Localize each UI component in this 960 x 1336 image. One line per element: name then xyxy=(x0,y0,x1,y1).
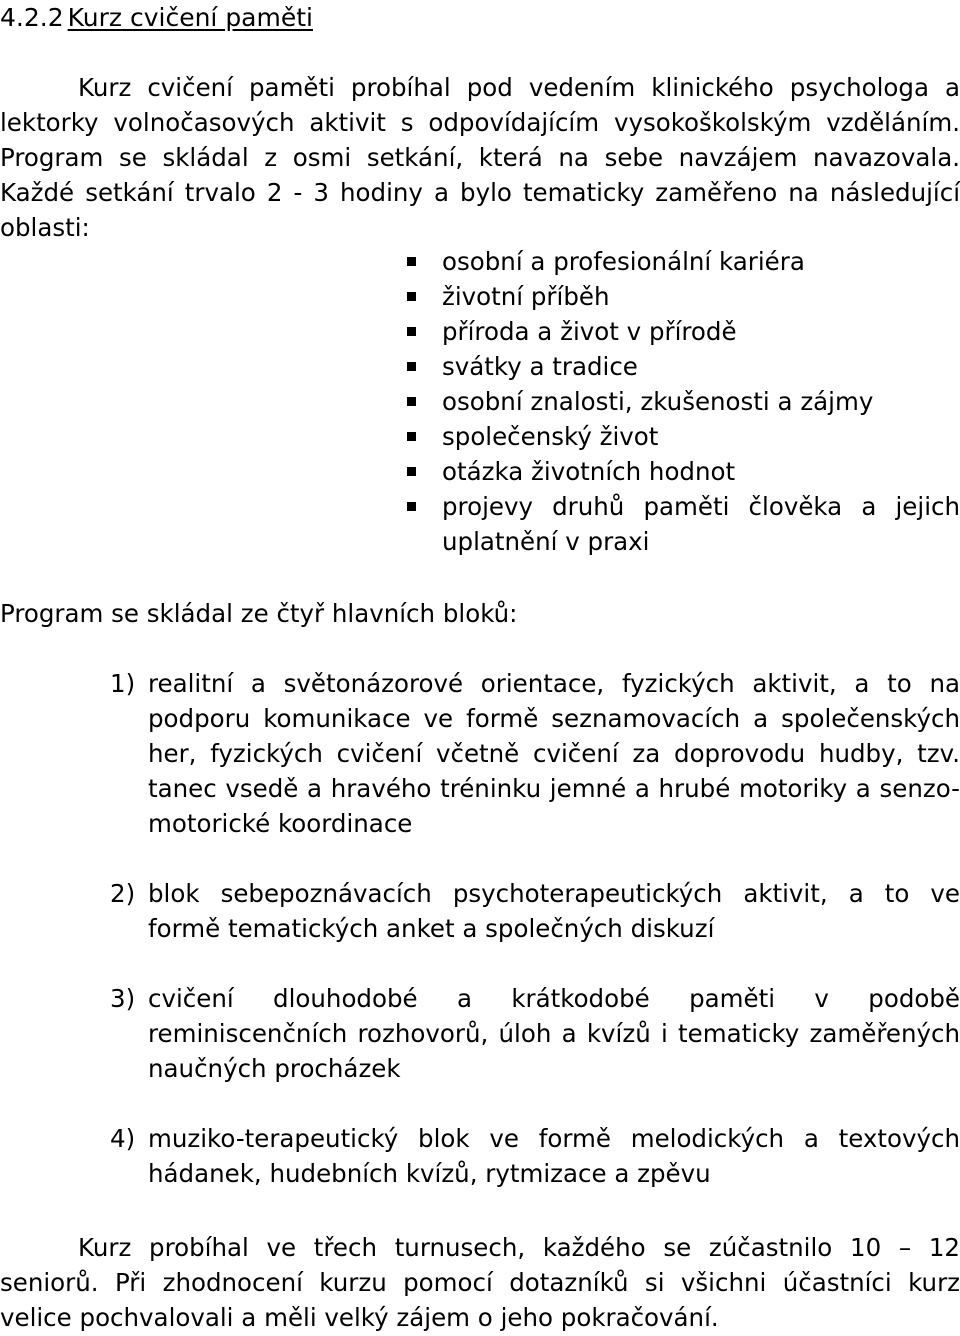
list-item xyxy=(404,349,960,384)
list-item xyxy=(404,244,960,279)
bullet-text: otázka životních hodnot xyxy=(442,457,736,486)
blocks-intro: Program se skládal ze čtyř hlavních bloků: xyxy=(0,599,518,628)
list-item xyxy=(404,419,960,454)
list-item xyxy=(110,1121,960,1191)
block-text: blok sebepoznávacích psychoterapeutických aktivit, a to ve formě tematických anket a společných diskuzí xyxy=(148,879,960,943)
list-item xyxy=(404,279,960,314)
topic-bullet-list xyxy=(404,244,960,559)
square-bullet-icon xyxy=(407,327,416,336)
list-item xyxy=(404,489,960,559)
list-item xyxy=(404,384,960,419)
bullet-text: svátky a tradice xyxy=(442,352,638,381)
bullet-text: společenský život xyxy=(442,422,659,451)
square-bullet-icon xyxy=(407,397,416,406)
bullet-text: osobní znalosti, zkušenosti a zájmy xyxy=(442,387,874,416)
bullet-text: příroda a život v přírodě xyxy=(442,317,737,346)
square-bullet-icon xyxy=(407,502,416,511)
list-item xyxy=(404,314,960,349)
block-number: 1) xyxy=(110,669,136,698)
section-heading xyxy=(0,0,313,35)
bullet-text: osobní a profesionální kariéra xyxy=(442,247,805,276)
block-number: 3) xyxy=(110,984,136,1013)
list-item xyxy=(404,454,960,489)
block-text: cvičení dlouhodobé a krátkodobé paměti v podobě reminiscenčních rozhovorů, úloh a kvízů i tematicky zaměřených naučných procházek xyxy=(148,984,960,1083)
square-bullet-icon xyxy=(407,257,416,266)
square-bullet-icon xyxy=(407,292,416,301)
program-blocks-list xyxy=(110,666,960,1191)
block-number: 2) xyxy=(110,879,136,908)
square-bullet-icon xyxy=(407,362,416,371)
list-item xyxy=(110,666,960,841)
bullet-text: projevy druhů paměti člověka a jejich uplatnění v praxi xyxy=(442,492,960,556)
closing-paragraph: Kurz probíhal ve třech turnusech, každého se zúčastnilo 10 – 12 seniorů. Při zhodnocení kurzu pomocí dotazníků si všichni účastníci kurz velice pochvalovali a měli velký zájem o jeho pokračování. xyxy=(0,1233,960,1332)
list-item xyxy=(110,981,960,1086)
block-text: realitní a světonázorové orientace, fyzických aktivit, a to na podporu komunikace ve formě seznamovacích a společenských her, fyzických cvičení včetně cvičení za doprovodu hudby, tzv. tanec vsedě a hravého tréninku jemné a hrubé motoriky a senzo-motorické koordinace xyxy=(148,669,960,838)
square-bullet-icon xyxy=(407,467,416,476)
bullet-text: životní příběh xyxy=(442,282,610,311)
section-number: 4.2.2 xyxy=(0,3,64,32)
block-number: 4) xyxy=(110,1124,136,1153)
block-text: muziko-terapeutický blok ve formě melodických a textových hádanek, hudebních kvízů, rytmizace a zpěvu xyxy=(148,1124,960,1188)
section-title: Kurz cvičení paměti xyxy=(67,3,313,32)
intro-paragraph: Kurz cvičení paměti probíhal pod vedením klinického psychologa a lektorky volnočasových aktivit s odpovídajícím vysokoškolským vzděláním. Program se skládal z osmi setkání, která na sebe navzájem navazovala. Každé setkání trvalo 2 - 3 hodiny a bylo tematicky zaměřeno na následující oblasti: xyxy=(0,73,960,242)
square-bullet-icon xyxy=(407,432,416,441)
list-item xyxy=(110,876,960,946)
